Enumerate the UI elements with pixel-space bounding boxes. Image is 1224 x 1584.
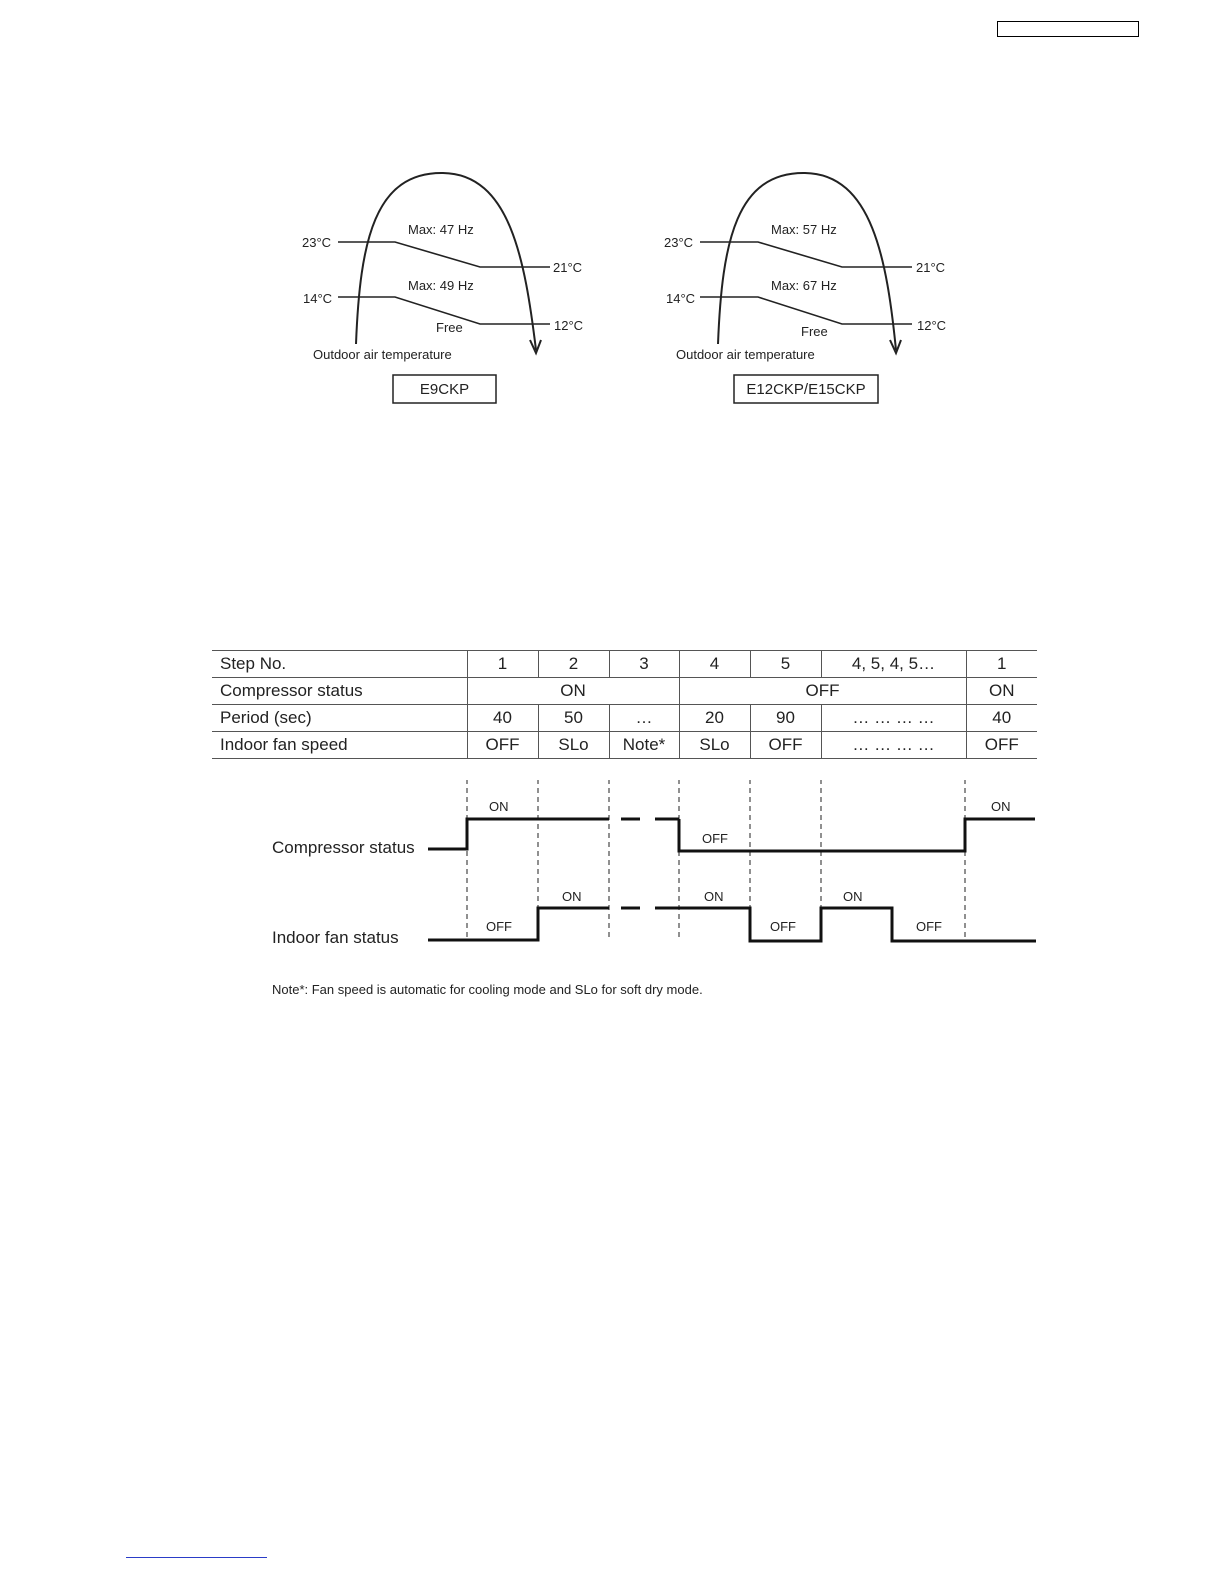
row-header: Step No.	[212, 651, 467, 678]
model-label: E12CKP/E15CKP	[746, 381, 866, 398]
lower-left-temp: 14°C	[303, 291, 333, 306]
table-cell: 4, 5, 4, 5…	[821, 651, 966, 678]
lower-right-temp: 12°C	[917, 318, 947, 333]
table-cell: 1	[467, 651, 538, 678]
upper-limit-line	[338, 242, 550, 267]
upper-max-label: Max: 57 Hz	[771, 222, 837, 237]
compressor-off-label: OFF	[702, 831, 728, 846]
fan-status-label: Indoor fan status	[272, 928, 399, 947]
table-cell: Note*	[609, 732, 679, 759]
step-boundary-lines	[467, 780, 965, 940]
curve-diagram-e12ckp-e15ckp	[650, 160, 970, 410]
row-header: Indoor fan speed	[212, 732, 467, 759]
step-table	[212, 650, 1037, 759]
row-header: Period (sec)	[212, 705, 467, 732]
fan-on-label: ON	[704, 889, 724, 904]
lower-left-temp: 14°C	[666, 291, 696, 306]
table-cell: SLo	[679, 732, 750, 759]
upper-right-temp: 21°C	[916, 260, 946, 275]
table-cell: 20	[679, 705, 750, 732]
lower-limit-line	[700, 297, 912, 324]
table-cell: …	[609, 705, 679, 732]
upper-right-temp: 21°C	[553, 260, 583, 275]
table-cell: ON	[467, 678, 679, 705]
table-cell: 3	[609, 651, 679, 678]
compressor-waveform	[428, 819, 1035, 851]
fan-on-label: ON	[562, 889, 582, 904]
lower-max-label: Max: 49 Hz	[408, 278, 474, 293]
table-cell: … … … …	[821, 732, 966, 759]
table-cell: OFF	[467, 732, 538, 759]
curve-diagram-e9ckp	[290, 160, 610, 410]
table-cell: SLo	[538, 732, 609, 759]
table-cell: 50	[538, 705, 609, 732]
table-cell: 40	[966, 705, 1037, 732]
table-cell: 2	[538, 651, 609, 678]
table-row-fan-speed	[212, 732, 1037, 759]
compressor-status-label: Compressor status	[272, 838, 415, 857]
upper-left-temp: 23°C	[302, 235, 332, 250]
table-cell: OFF	[679, 678, 966, 705]
axis-label: Outdoor air temperature	[313, 347, 452, 362]
table-cell: 1	[966, 651, 1037, 678]
table-cell: … … … …	[821, 705, 966, 732]
footer-link-line[interactable]	[126, 1557, 267, 1558]
upper-left-temp: 23°C	[664, 235, 694, 250]
timing-diagram	[260, 780, 1050, 960]
table-cell: 40	[467, 705, 538, 732]
table-cell: 90	[750, 705, 821, 732]
table-cell: 4	[679, 651, 750, 678]
header-reference-box	[997, 21, 1139, 37]
table-cell: 5	[750, 651, 821, 678]
table-cell: ON	[966, 678, 1037, 705]
fan-waveform	[428, 908, 1036, 941]
compressor-on-label: ON	[991, 799, 1011, 814]
compressor-on-label: ON	[489, 799, 509, 814]
fan-off-label: OFF	[916, 919, 942, 934]
fan-off-label: OFF	[486, 919, 512, 934]
row-header: Compressor status	[212, 678, 467, 705]
fan-on-label: ON	[843, 889, 863, 904]
table-row-compressor	[212, 678, 1037, 705]
axis-label: Outdoor air temperature	[676, 347, 815, 362]
upper-max-label: Max: 47 Hz	[408, 222, 474, 237]
table-cell: OFF	[966, 732, 1037, 759]
footnote: Note*: Fan speed is automatic for cooling mode and SLo for soft dry mode.	[272, 982, 703, 997]
free-label: Free	[801, 324, 828, 339]
lower-max-label: Max: 67 Hz	[771, 278, 837, 293]
model-label: E9CKP	[419, 381, 470, 398]
table-row-period	[212, 705, 1037, 732]
table-cell: OFF	[750, 732, 821, 759]
fan-off-label: OFF	[770, 919, 796, 934]
table-row-step	[212, 651, 1037, 678]
free-label: Free	[436, 320, 463, 335]
lower-right-temp: 12°C	[554, 318, 584, 333]
